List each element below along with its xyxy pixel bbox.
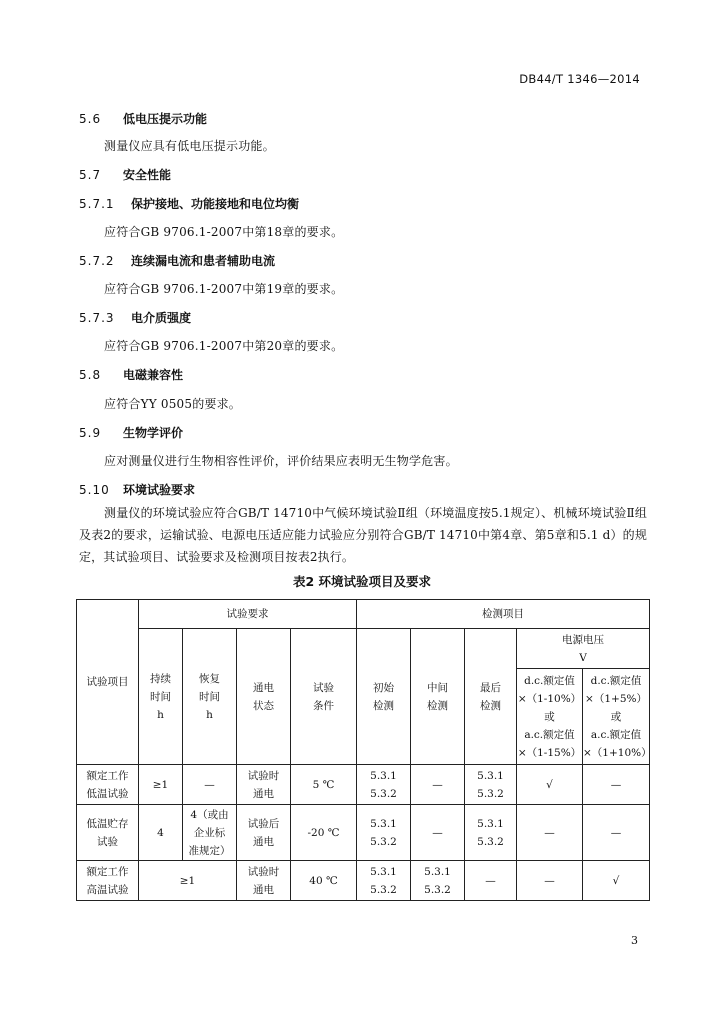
- section-body-5-6: 测量仪应具有低电压提示功能。: [104, 139, 275, 153]
- cell-volt-low: √: [517, 765, 583, 805]
- cell-condition: 5 ℃: [291, 765, 357, 805]
- cell-final: 5.3.1 5.3.2: [465, 805, 517, 861]
- cell-initial: 5.3.1 5.3.2: [357, 861, 411, 901]
- cell-recovery: 4（或由 企业标 准规定）: [183, 805, 237, 861]
- cell-volt-high: —: [583, 765, 650, 805]
- cell-recovery: —: [183, 765, 237, 805]
- cell-duration: 4: [139, 805, 183, 861]
- section-heading-5-7-2: 5.7.2 连续漏电流和患者辅助电流: [79, 254, 276, 268]
- section-body-5-7-3: 应符合GB 9706.1-2007中第20章的要求。: [104, 339, 344, 353]
- header-voltage-low: d.c.额定值 ×（1-10%） 或 a.c.额定值 ×（1-15%）: [517, 669, 583, 765]
- cell-initial: 5.3.1 5.3.2: [357, 805, 411, 861]
- standard-code: DB44/T 1346—2014: [519, 72, 640, 86]
- header-inspection-items: 检测项目: [357, 600, 650, 629]
- cell-item: 额定工作 低温试验: [77, 765, 139, 805]
- table-row: [77, 861, 650, 901]
- section-body-5-10: 测量仪的环境试验应符合GB/T 14710中气候环境试验Ⅱ组（环境温度按5.1规定）、机械环境试验Ⅱ组及表2的要求，运输试验、电源电压适应能力试验应分别符合GB/T 14710中第4章、第5章和5.1 d）的规定，其试验项目、试验要求及检测项目按表2执行。: [79, 506, 647, 564]
- header-recovery: 恢复 时间 h: [183, 629, 237, 765]
- header-final-inspection: 最后 检测: [465, 629, 517, 765]
- cell-condition: 40 ℃: [291, 861, 357, 901]
- section-heading-5-7-1: 5.7.1 保护接地、功能接地和电位均衡: [79, 197, 300, 211]
- cell-volt-high: —: [583, 805, 650, 861]
- header-duration: 持续 时间 h: [139, 629, 183, 765]
- cell-condition: -20 ℃: [291, 805, 357, 861]
- section-heading-5-6: 5.6 低电压提示功能: [79, 112, 208, 126]
- section-body-5-7-1: 应符合GB 9706.1-2007中第18章的要求。: [104, 225, 344, 239]
- cell-middle: —: [411, 805, 465, 861]
- environment-test-table: [76, 599, 650, 901]
- cell-power: 试验时 通电: [237, 861, 291, 901]
- table-row: [77, 765, 650, 805]
- header-test-requirements: 试验要求: [139, 600, 357, 629]
- header-initial-inspection: 初始 检测: [357, 629, 411, 765]
- cell-middle: —: [411, 765, 465, 805]
- section-heading-5-8: 5.8 电磁兼容性: [79, 368, 184, 382]
- header-voltage-high: d.c.额定值 ×（1+5%） 或 a.c.额定值 ×（1+10%）: [583, 669, 650, 765]
- section-body-5-8: 应符合YY 0505的要求。: [104, 397, 241, 411]
- cell-volt-low: —: [517, 861, 583, 901]
- table-caption: 表2 环境试验项目及要求: [292, 574, 432, 589]
- section-heading-5-7-3: 5.7.3 电介质强度: [79, 311, 192, 325]
- section-body-5-7-2: 应符合GB 9706.1-2007中第19章的要求。: [104, 282, 344, 296]
- header-test-condition: 试验 条件: [291, 629, 357, 765]
- cell-volt-low: —: [517, 805, 583, 861]
- header-power-state: 通电 状态: [237, 629, 291, 765]
- cell-final: —: [465, 861, 517, 901]
- cell-duration-recovery-merged: ≥1: [139, 861, 237, 901]
- cell-final: 5.3.1 5.3.2: [465, 765, 517, 805]
- header-middle-inspection: 中间 检测: [411, 629, 465, 765]
- page-number: 3: [631, 934, 638, 947]
- section-heading-5-10: 5.10 环境试验要求: [79, 483, 196, 497]
- header-test-item: 试验项目: [77, 600, 139, 765]
- section-heading-5-7: 5.7 安全性能: [79, 168, 172, 182]
- cell-initial: 5.3.1 5.3.2: [357, 765, 411, 805]
- section-heading-5-9: 5.9 生物学评价: [79, 426, 184, 440]
- cell-power: 试验后 通电: [237, 805, 291, 861]
- cell-duration: ≥1: [139, 765, 183, 805]
- header-supply-voltage: 电源电压 V: [517, 629, 650, 669]
- section-body-5-9: 应对测量仪进行生物相容性评价，评价结果应表明无生物学危害。: [104, 454, 458, 468]
- cell-power: 试验时 通电: [237, 765, 291, 805]
- cell-item: 低温贮存 试验: [77, 805, 139, 861]
- table-row: [77, 805, 650, 861]
- cell-volt-high: √: [583, 861, 650, 901]
- cell-middle: 5.3.1 5.3.2: [411, 861, 465, 901]
- cell-item: 额定工作 高温试验: [77, 861, 139, 901]
